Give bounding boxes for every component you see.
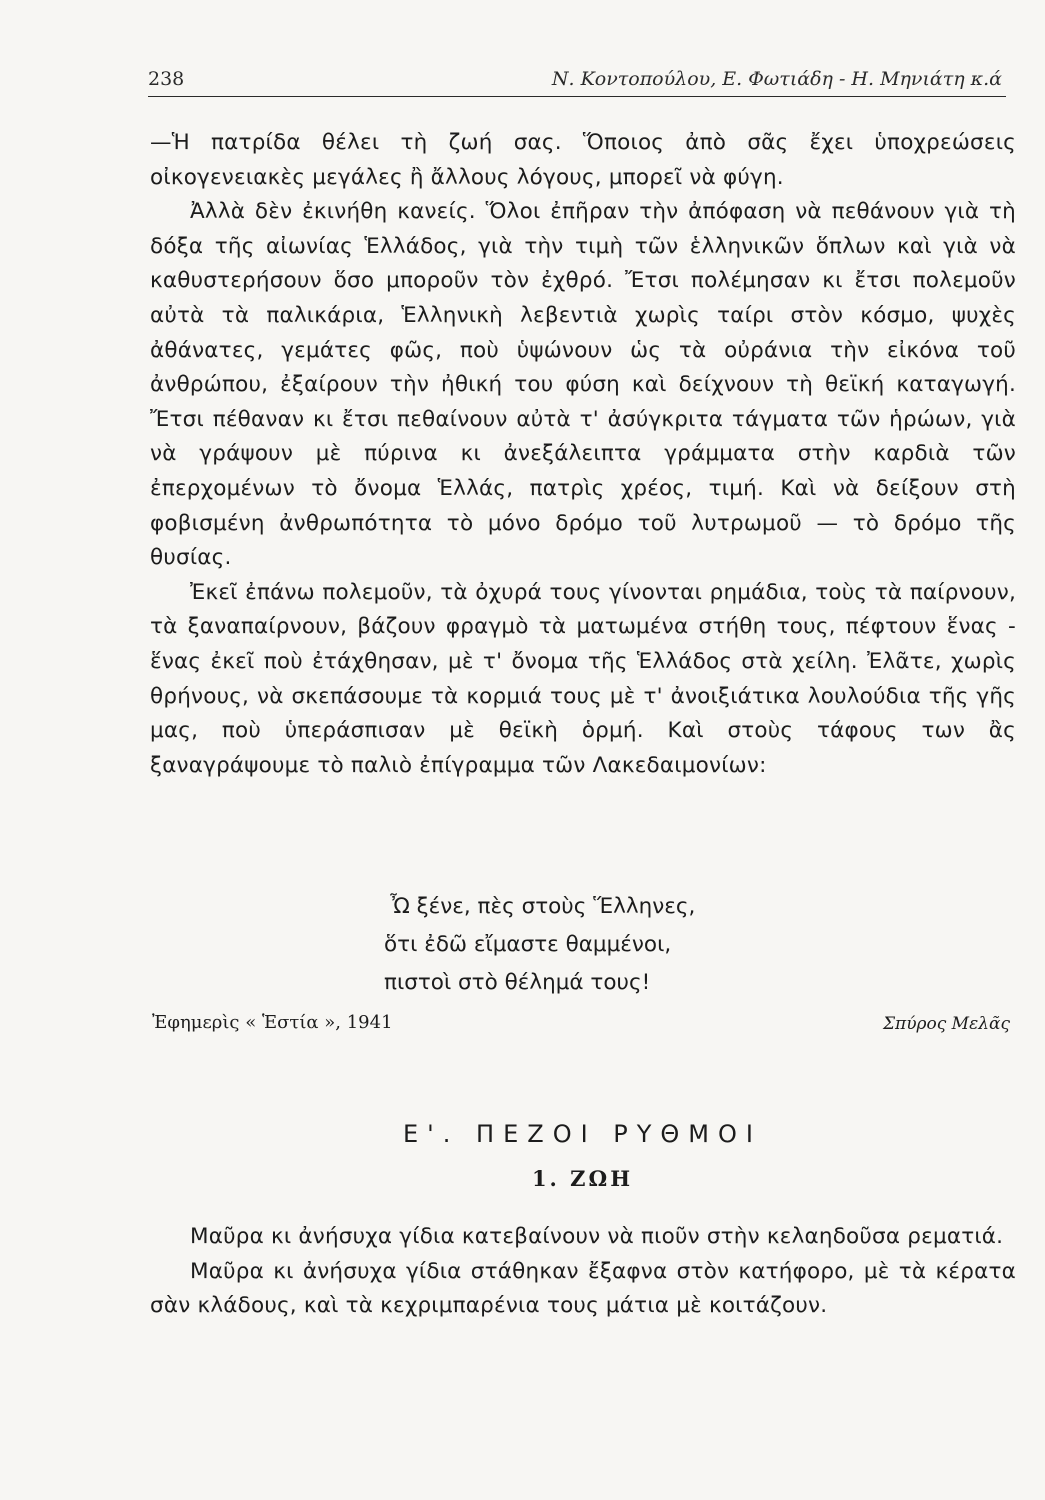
paragraph-2: Ἀλλὰ δὲν ἐκινήθη κανείς. Ὅλοι ἐπῆραν τὴν ἀπόφαση νὰ πεθάνουν γιὰ τὴ δόξα τῆς αἰωνίας Ἑλλάδος, γιὰ τὴν τιμὴ τῶν ἑλληνικῶν ὅπλων καὶ γιὰ νὰ καθυστερήσουν ὅσο μποροῦν τὸν ἐχθρό. Ἔτσι πολέμησαν κι ἔτσι πολεμοῦν αὐτὰ τὰ παλικάρια, Ἑλληνικὴ λεβεντιὰ χωρὶς ταίρι στὸν κόσμο, ψυχὲς ἀθάνατες, γεμάτες φῶς, ποὺ ὑψώνουν ὡς τὰ οὐράνια τὴν εἰκόνα τοῦ ἀνθρώπου, ἐξαίρουν τὴν ἠθική του φύση καὶ δείχνουν τὴ θεϊκή καταγωγή. Ἔτσι πέθαναν κι ἔτσι πεθαίνουν αὐτὰ τ' ἀσύγκριτα τάγματα τῶν ἡρώων, γιὰ νὰ γράψουν μὲ πύρινα κι ἀνεξάλειπτα γράμματα στὴν καρδιὰ τῶν ἐπερχομένων τὸ ὄνομα Ἑλλάς, πατρὶς χρέος, τιμή. Καὶ νὰ δείξουν στὴ φοβισμένη ἀνθρωπότητα τὸ μόνο δρόμο τοῦ λυτρωμοῦ — τὸ δρόμο τῆς θυσίας.: [150, 199, 1016, 571]
section-paragraph-2: Μαῦρα κι ἀνήσυχα γίδια στάθηκαν ἔξαφνα στὸν κατήφορο, μὲ τὰ κέρατα σὰν κλάδους, καὶ τὰ κεχριμπαρένια τους μάτια μὲ κοιτάζουν.: [150, 1258, 1016, 1319]
page-header: [148, 62, 1006, 97]
poem-line-3: πιστοὶ στὸ θέλημά τους!: [384, 970, 651, 995]
main-text: [150, 126, 1016, 783]
poem-line-1: Ὦ ξένε, πὲς στοὺς Ἕλληνες,: [390, 894, 696, 919]
source-publication: Ἐφημερὶς « Ἑστία », 1941: [152, 1012, 393, 1033]
paragraph-3: Ἐκεῖ ἐπάνω πολεμοῦν, τὰ ὀχυρά τους γίνονται ρημάδια, τοὺς τὰ παίρνουν, τὰ ξαναπαίρνουν, βάζουν φραγμὸ τὰ ματωμένα στήθη τους, πέφτουν ἕνας - ἕνας ἐκεῖ ποὺ ἐτάχθησαν, μὲ τ' ὄνομα τῆς Ἑλλάδος στὰ χείλη. Ἐλᾶτε, χωρὶς θρήνους, νὰ σκεπάσουμε τὰ κορμιά τους μὲ τ' ἀνοιξιάτικα λουλούδια τῆς γῆς μας, ποὺ ὑπεράσπισαν μὲ θεϊκὴ ὁρμή. Καὶ στοὺς τάφους των ἂς ξαναγράψουμε τὸ παλιὸ ἐπίγραμμα τῶν Λακεδαιμονίων:: [150, 579, 1016, 778]
epigram-poem: [384, 888, 804, 1002]
poem-line-2: ὅτι ἐδῶ εἴμαστε θαμμένοι,: [384, 932, 672, 957]
section-paragraph-1: Μαῦρα κι ἀνήσυχα γίδια κατεβαίνουν νὰ πιοῦν στὴν κελαηδοῦσα ρεματιά.: [190, 1224, 1004, 1249]
paragraph-1: —Ἡ πατρίδα θέλει τὴ ζωή σας. Ὅποιος ἀπὸ σᾶς ἔχει ὑποχρεώσεις οἰκογενειακὲς μεγάλες ἢ ἄλλους λόγους, μπορεῖ νὰ φύγη.: [150, 130, 1016, 190]
section-title: Ε'. ΠΕΖΟΙ ΡΥΘΜΟΙ: [403, 1120, 762, 1148]
source-attribution: [152, 1012, 1010, 1042]
subsection-title: 1. ΖΩΗ: [531, 1166, 634, 1191]
running-head-authors: Ν. Κοντοπούλου, Ε. Φωτιάδη - Η. Μηνιάτη κ.ά: [551, 68, 1002, 90]
source-author: Σπύρος Μελᾶς: [883, 1014, 1010, 1034]
page-number: 238: [148, 68, 185, 90]
section-text: [150, 1220, 1016, 1324]
